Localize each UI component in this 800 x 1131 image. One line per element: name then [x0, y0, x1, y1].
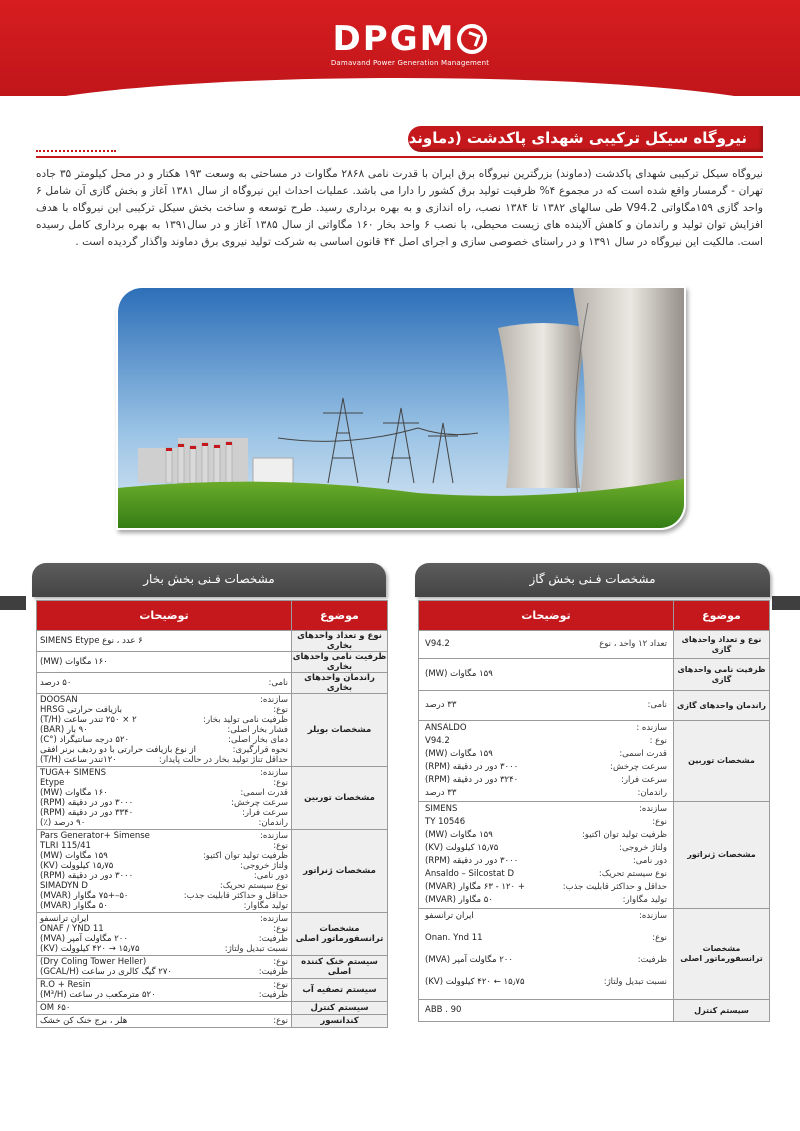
spec-topic: سیستم کنترل: [292, 1002, 388, 1015]
spec-line: [425, 894, 667, 907]
spec-line: [40, 980, 288, 990]
spec-value: ۱۵٫۷۵ ← ۴۲۰ کیلوولت (KV): [425, 977, 525, 987]
spec-value: ایران ترانسفو: [425, 911, 474, 921]
spec-key: حداقل تناژ تولید بخار در حالت پایدار:: [158, 755, 288, 765]
spec-topic: راندمان واحدهای بخاری: [292, 673, 388, 694]
spec-key: حداقل و حداکثر قابلیت جذب:: [562, 882, 667, 892]
spec-value: ۱۵۹ مگاوات (MW): [40, 851, 108, 861]
spec-topic: ظرفیت نامی واحدهای گازی: [674, 659, 770, 691]
steam-table-body: [37, 631, 388, 1028]
steam-col-desc: توضیحات: [37, 601, 292, 631]
spec-row: [419, 721, 770, 802]
spec-key: دور نامی:: [632, 856, 667, 866]
spec-description: [419, 802, 674, 909]
spec-topic: مشخصات ترانسفورماتور اصلی: [292, 913, 388, 956]
spec-key: ظرفیت تولید توان اکتیو:: [202, 851, 288, 861]
spec-row: [37, 979, 388, 1002]
spec-value: R.O + Resin: [40, 980, 91, 990]
spec-key: ولتاژ خروجی:: [619, 843, 667, 853]
spec-value: ONAF / YND 11: [40, 924, 104, 934]
spec-key: سازنده:: [260, 914, 288, 924]
spec-key: نوع:: [273, 778, 288, 788]
spec-value: V94.2: [425, 736, 450, 746]
spec-row: [419, 802, 770, 909]
spec-key: تولید مگاوار:: [622, 895, 667, 905]
spec-line: [425, 910, 667, 932]
spec-description: [419, 659, 674, 691]
spec-value: ABB . 90: [425, 1005, 462, 1015]
spec-row: [419, 909, 770, 1000]
spec-value: Pars Generator+ Simense: [40, 831, 150, 841]
spec-value: SIMENS: [425, 804, 458, 814]
gas-col-topic: موضوع: [674, 601, 770, 631]
spec-description: [37, 673, 292, 694]
spec-value: ۱۲۰تندر ساعت (T/H): [40, 755, 117, 765]
spec-key: نوع:: [273, 841, 288, 851]
spec-topic: سیستم کنترل: [674, 1000, 770, 1022]
spec-key: سرعت فرار:: [241, 808, 288, 818]
spec-value: ۱۶۰ مگاوات (MW): [40, 657, 108, 667]
dpgmc-logo: [330, 20, 490, 67]
spec-description: [37, 1002, 292, 1015]
spec-key: ظرفیت:: [258, 967, 288, 977]
spec-value: DOOSAN: [40, 695, 78, 705]
spec-value: ۳۳ درصد: [425, 700, 457, 710]
spec-line: [40, 957, 288, 967]
spec-line: [40, 831, 288, 841]
left-edge-bar: [0, 596, 26, 610]
page-title: نیروگاه سیکل ترکیبی شهدای پاکدشت (دماوند): [401, 129, 747, 147]
spec-line: [40, 881, 288, 891]
spec-line: [425, 932, 667, 954]
spec-line: [425, 787, 667, 800]
gas-panel-title: مشخصات فـنی بخش گاز: [529, 572, 656, 586]
spec-line: [40, 914, 288, 924]
spec-line: [40, 1003, 288, 1013]
spec-value: ۳۰۰۰ دور در دقیقه (RPM): [40, 871, 134, 881]
spec-line: [425, 816, 667, 829]
spec-line: [425, 748, 667, 761]
steam-table-header: [37, 601, 388, 631]
spec-row: [37, 830, 388, 913]
spec-row: [37, 1015, 388, 1028]
spec-line: [40, 841, 288, 851]
spec-value: ۳۲۴۰ دور در دقیقه (RPM): [425, 775, 519, 785]
spec-key: نوع سیستم تحریک:: [598, 869, 667, 879]
right-edge-bar: [772, 596, 800, 610]
spec-value: ۱۵٫۷۵ کیلوولت (KV): [40, 861, 114, 871]
spec-key: ظرفیت:: [258, 934, 288, 944]
spec-key: نوع:: [273, 705, 288, 715]
spec-topic: مشخصات بویلر: [292, 694, 388, 767]
spec-key: سازنده:: [639, 911, 667, 921]
spec-key: سازنده :: [636, 723, 667, 733]
spec-value: ANSALDO: [425, 723, 467, 733]
spec-value: ۵۰ مگاوار (MVAR): [40, 901, 108, 911]
spec-description: [37, 979, 292, 1002]
spec-line: [40, 678, 288, 688]
spec-key: نوع:: [273, 980, 288, 990]
spec-value: ۱۶۰ مگاوات (MW): [40, 788, 108, 798]
spec-topic: نوع و تعداد واحدهای گازی: [674, 631, 770, 659]
spec-key: ولتاژ خروجی:: [240, 861, 288, 871]
spec-line: [40, 657, 288, 667]
spec-line: [425, 868, 667, 881]
spec-topic: مشخصات ژنراتور: [674, 802, 770, 909]
spec-line: [40, 745, 288, 755]
spec-value: Ansaldo – Silcostat D: [425, 869, 514, 879]
header-wave: [0, 78, 800, 96]
gas-col-desc: توضیحات: [419, 601, 674, 631]
spec-value: از نوع بازیافت حرارتی با دو ردیف برنر افقی: [40, 745, 197, 755]
spec-line: [40, 944, 288, 954]
header-banner: [0, 0, 800, 96]
logo-wordmark: [330, 20, 490, 58]
spec-value: TUGA+ SIMENS: [40, 768, 106, 778]
spec-key: سازنده:: [260, 768, 288, 778]
steam-col-topic: موضوع: [292, 601, 388, 631]
spec-line: [425, 699, 667, 712]
spec-value: ۹۰ درصد (٪): [40, 818, 86, 828]
spec-key: ظرفیت تولید توان اکتیو:: [581, 830, 667, 840]
spec-description: [37, 652, 292, 673]
spec-line: [425, 954, 667, 976]
spec-line: [40, 1016, 288, 1026]
spec-line: [40, 715, 288, 725]
spec-value: هلر ، برج خنک کن خشک: [40, 1016, 128, 1026]
spec-line: [425, 976, 667, 998]
spec-line: [40, 891, 288, 901]
spec-line: [40, 636, 288, 646]
spec-value: SIMADYN D: [40, 881, 88, 891]
spec-line: [425, 855, 667, 868]
spec-value: ۲ × ۲۵۰ تندر ساعت (T/H): [40, 715, 137, 725]
spec-key: نوع:: [652, 933, 667, 943]
spec-key: دور نامی:: [253, 871, 288, 881]
spec-value: ۱۵۹ مگاوات (MW): [425, 669, 493, 679]
spec-row: [37, 673, 388, 694]
spec-key: سرعت چرخش:: [231, 798, 288, 808]
spec-key: سازنده:: [639, 804, 667, 814]
spec-line: [40, 735, 288, 745]
spec-line: [40, 871, 288, 881]
spec-key: راندمان:: [258, 818, 288, 828]
spec-row: [37, 694, 388, 767]
spec-row: [37, 631, 388, 652]
spec-value: OM ۶۵۰: [40, 1003, 71, 1013]
spec-value: ۵۰ مگاوار (MVAR): [425, 895, 493, 905]
spec-line: [40, 788, 288, 798]
spec-line: [425, 881, 667, 894]
spec-key: نوع :: [649, 736, 667, 746]
spec-description: [37, 694, 292, 767]
spec-key: فشار بخار اصلی:: [227, 725, 288, 735]
spec-description: [37, 830, 292, 913]
title-decoration: [36, 150, 116, 160]
spec-value: ۳۰۰۰ دور در دقیقه (RPM): [40, 798, 134, 808]
spec-value: ۵۰ درصد: [40, 678, 72, 688]
spec-value: ۳۰۰۰ دور در دقیقه (RPM): [425, 856, 519, 866]
spec-value: ۳۳۴۰ دور در دقیقه (RPM): [40, 808, 134, 818]
gas-table-header: [419, 601, 770, 631]
spec-topic: مشخصات توربین: [292, 767, 388, 830]
spec-row: [419, 631, 770, 659]
spec-key: نوع:: [273, 1016, 288, 1026]
spec-key: تولید مگاوار:: [243, 901, 288, 911]
steam-specs-table: [36, 600, 388, 1028]
spec-topic: نوع و تعداد واحدهای بخاری: [292, 631, 388, 652]
spec-topic: سیستم خنک کننده اصلی: [292, 956, 388, 979]
gas-specs-table: [418, 600, 770, 1022]
spec-value: (Dry Coling Tower Heller): [40, 957, 147, 967]
spec-topic: ظرفیت نامی واحدهای بخاری: [292, 652, 387, 672]
spec-line: [425, 761, 667, 774]
spec-topic: مشخصات ترانسفورماتور اصلی: [674, 909, 770, 1000]
spec-row: [37, 1002, 388, 1015]
intro-paragraph: نیروگاه سیکل ترکیبی شهدای پاکدشت (دماوند) بزرگترین نیروگاه برق ایران با قدرت نامی ۲۸۶۸ مگاوات در مساحتی به وسعت ۱۹۳ هکتار و در محل کیلومتر ۳۵ جاده تهران - گرمسار واقع شده است که در مجموع ۴% ظرفیت تولید برق کشور را دارا می باشد. عملیات احداث این نیروگاه از سال ۱۳۸۱ آغاز و بخش گازی آن شامل ۶ واحد گازی ۱۵۹مگاواتی V94.2 طی سالهای ۱۳۸۲ تا ۱۳۸۴ نصب، راه اندازی و به بهره برداری رسید. طرح توسعه و ساخت بخش سیکل ترکیبی این نیروگاه با هدف افزایش توان تولید و راندمان و کاهش آلاینده های زیست محیطی، با نصب ۶ واحد بخار ۱۶۰ مگاواتی از سال ۱۳۸۵ آغاز و در سال۱۳۹۱ به بهره برداری کامل رسیده است. مالکیت این نیروگاه در سال ۱۳۹۱ و در راستای خصوصی سازی و اجرای اصل ۴۴ قانون اساسی به شرکت تولید نیروی برق دماوند واگذار گردیده است .: [36, 168, 763, 249]
steam-panel-title: مشخصات فـنی بخش بخار: [143, 572, 275, 586]
logo-letters: DPGM: [332, 19, 456, 59]
page-title-bar: [401, 126, 763, 152]
logo-tagline: Damavand Power Generation Management: [330, 59, 490, 67]
spec-line: [425, 735, 667, 748]
spec-value: ۵۲۰ مترمکعب در ساعت (M³/H): [40, 990, 156, 1000]
spec-description: [37, 767, 292, 830]
spec-line: [40, 705, 288, 715]
spec-description: [37, 913, 292, 956]
spec-value: ۱۵٫۷۵ کیلوولت (KV): [425, 843, 499, 853]
spec-topic: کندانسور: [292, 1015, 388, 1028]
spec-description: [419, 691, 674, 721]
spec-description: [37, 956, 292, 979]
spec-key: سازنده:: [260, 831, 288, 841]
title-underline: [36, 156, 763, 158]
spec-topic: سیستم تصفیه آب: [292, 979, 388, 1002]
spec-line: [40, 778, 288, 788]
spec-key: نحوه قرارگیری:: [232, 745, 288, 755]
logo-ring-icon: [457, 24, 487, 54]
spec-line: [40, 768, 288, 778]
spec-value: ۶ عدد ، نوع SIMENS Etype: [40, 636, 143, 646]
spec-key: نسبت تبدیل ولتاژ:: [224, 944, 288, 954]
gas-panel-header: [415, 563, 770, 597]
spec-row: [419, 1000, 770, 1022]
spec-key: ظرفیت:: [637, 955, 667, 965]
spec-key: نوع سیستم تحریک:: [219, 881, 288, 891]
gas-table-body: [419, 631, 770, 1022]
spec-row: [419, 659, 770, 691]
spec-value: + ۱۲۰ - ۶۳ مگاوار (MVAR): [425, 882, 525, 892]
steam-panel-header: [32, 563, 386, 597]
spec-line: [425, 722, 667, 735]
spec-topic: راندمان واحدهای گازی: [674, 691, 770, 721]
spec-key: نوع:: [652, 817, 667, 827]
spec-key: نوع:: [273, 957, 288, 967]
spec-value: ایران ترانسفو: [40, 914, 89, 924]
spec-value: ۳۰۰۰ دور در دقیقه (RPM): [425, 762, 519, 772]
spec-value: V94.2: [425, 639, 450, 649]
spec-value: ۱۵۹ مگاوات (MW): [425, 830, 493, 840]
spec-line: [40, 725, 288, 735]
spec-value: TY 10546: [425, 817, 466, 827]
spec-description: [37, 1015, 292, 1028]
spec-line: [425, 829, 667, 842]
spec-line: [425, 803, 667, 816]
spec-line: [425, 842, 667, 855]
spec-key: نوع:: [273, 924, 288, 934]
spec-value: Etype: [40, 778, 65, 788]
spec-row: [37, 956, 388, 979]
spec-line: [40, 818, 288, 828]
spec-topic: مشخصات توربین: [674, 721, 770, 802]
spec-value: ۹۰ بار (BAR): [40, 725, 88, 735]
spec-line: [40, 967, 288, 977]
spec-description: [419, 631, 674, 659]
spec-row: [419, 691, 770, 721]
spec-line: [40, 934, 288, 944]
spec-key: نامی:: [268, 678, 288, 688]
spec-line: [40, 695, 288, 705]
spec-row: [37, 913, 388, 956]
spec-key: سرعت فرار:: [620, 775, 667, 785]
spec-line: [40, 851, 288, 861]
spec-key: راندمان:: [637, 788, 667, 798]
spec-value: Onan. Ynd 11: [425, 933, 483, 943]
cooling-towers-illustration: [118, 288, 686, 530]
spec-key: نسبت تبدیل ولتاژ:: [603, 977, 667, 987]
spec-description: [37, 631, 292, 652]
spec-line: [40, 924, 288, 934]
spec-key: ظرفیت نامی تولید بخار:: [203, 715, 288, 725]
spec-description: [419, 721, 674, 802]
spec-line: [40, 861, 288, 871]
spec-key: سازنده:: [260, 695, 288, 705]
spec-value: ۲۰۰ مگاولت آمپر (MVA): [40, 934, 128, 944]
spec-value: ۱۵۹ مگاوات (MW): [425, 749, 493, 759]
spec-key: حداقل و حداکثر قابلیت جذب:: [183, 891, 288, 901]
spec-value: TLRI 115/41: [40, 841, 91, 851]
spec-key: قدرت اسمی:: [240, 788, 288, 798]
spec-key: قدرت اسمی:: [619, 749, 667, 759]
spec-line: [40, 901, 288, 911]
power-plant-photo: [116, 286, 686, 530]
spec-row: [37, 767, 388, 830]
spec-value: ۲۰۰ مگاولت آمپر (MVA): [425, 955, 513, 965]
spec-description: [419, 1000, 674, 1022]
spec-key: تعداد ۱۲ واحد ، نوع: [599, 639, 667, 649]
spec-key: سرعت چرخش:: [610, 762, 667, 772]
spec-line: [40, 808, 288, 818]
spec-line: [425, 668, 667, 681]
spec-line: [40, 798, 288, 808]
spec-value: ۲۷۰ گیگ کالری در ساعت (GCAL/H): [40, 967, 172, 977]
spec-line: [425, 774, 667, 787]
spec-value: ۳۳ درصد: [425, 788, 457, 798]
spec-row: [37, 652, 388, 673]
spec-key: نامی:: [647, 700, 667, 710]
spec-topic: مشخصات ژنراتور: [292, 830, 388, 913]
spec-value: بازیافت حرارتی HRSG: [40, 705, 122, 715]
spec-value: ۵۲۰ درجه سانتیگراد (°C): [40, 735, 130, 745]
spec-line: [40, 990, 288, 1000]
spec-line: [425, 638, 667, 651]
spec-line: [40, 755, 288, 765]
spec-value: ۵۰–+۷۵ مگاوار (MVAR): [40, 891, 129, 901]
spec-key: ظرفیت:: [258, 990, 288, 1000]
spec-key: دمای بخار اصلی:: [228, 735, 288, 745]
spec-value: ۱۵٫۷۵ → ۴۲۰ کیلوولت (KV): [40, 944, 140, 954]
spec-line: [425, 1004, 667, 1017]
spec-description: [419, 909, 674, 1000]
